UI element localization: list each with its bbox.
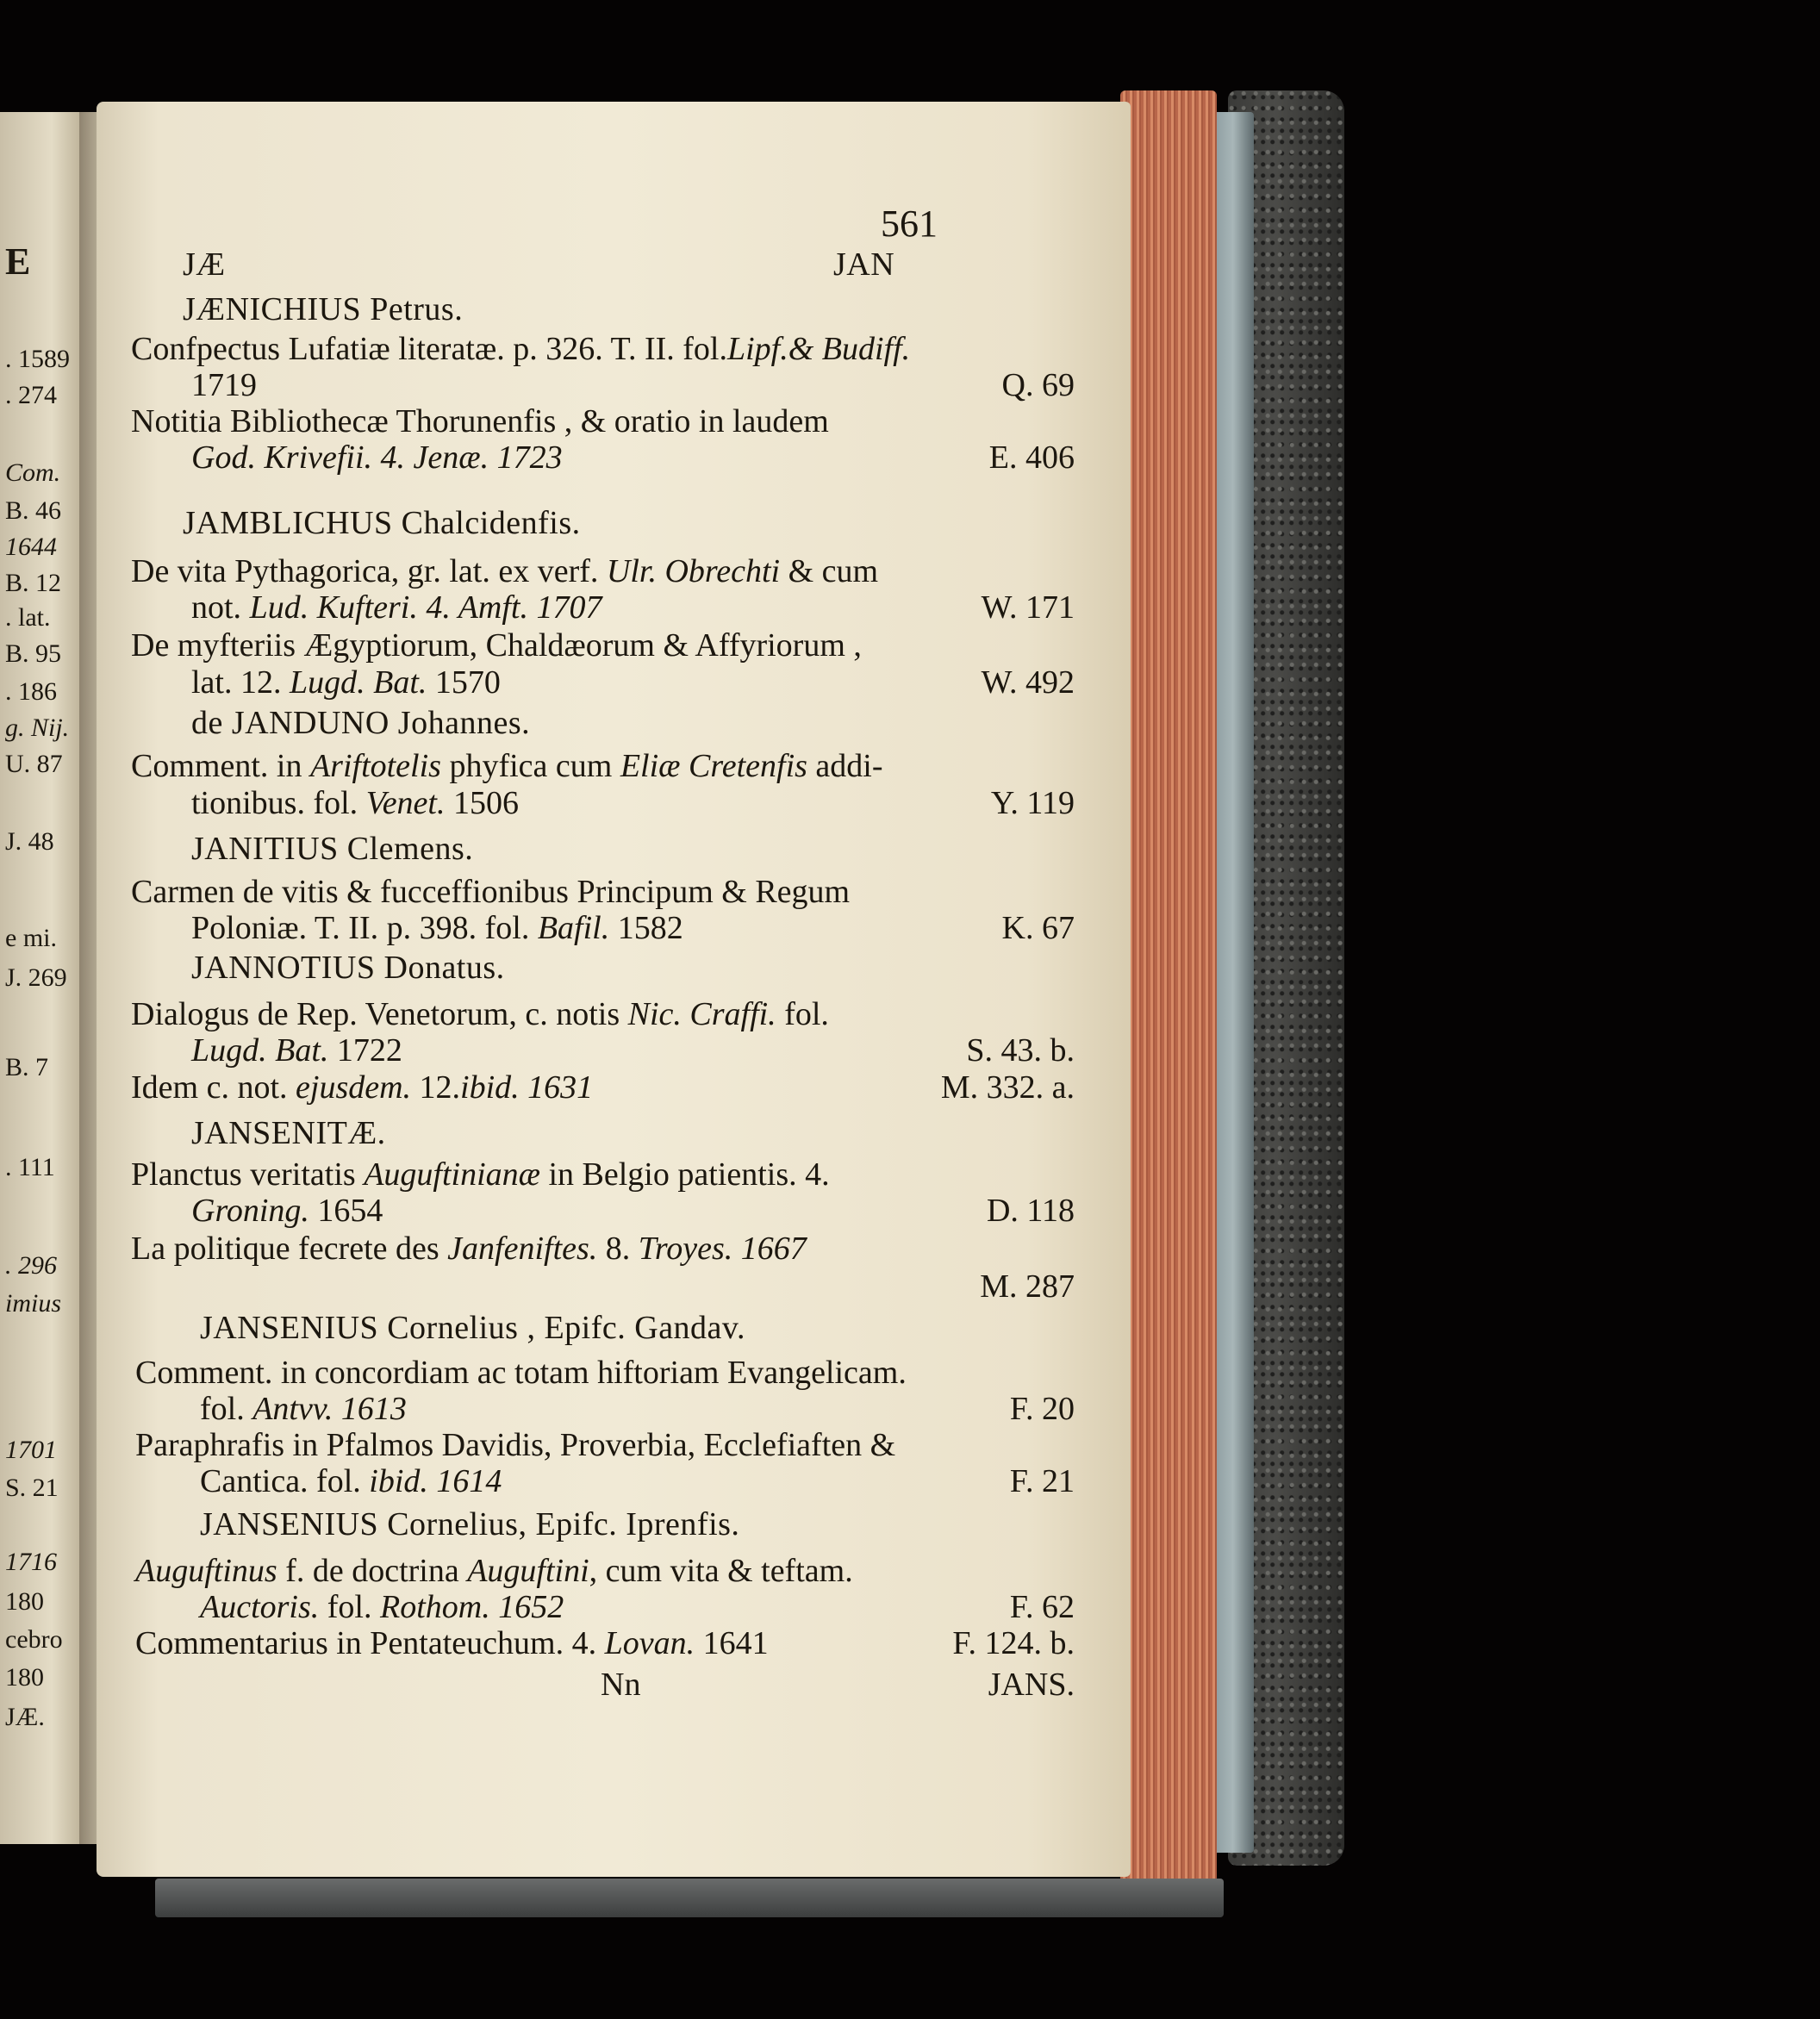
entry-title: Auguftinus f. de doctrina Auguftini, cum vita & teftam. <box>135 1553 853 1589</box>
left-fragment: 1701 <box>5 1436 57 1464</box>
author-heading: JANITIUS Clemens. <box>191 831 474 867</box>
shelf-mark: W. 171 <box>981 589 1075 626</box>
left-fragment: B. 12 <box>5 569 62 597</box>
left-fragment: B. 95 <box>5 639 62 668</box>
left-fragment: J. 269 <box>5 963 67 992</box>
entry-title: Dialogus de Rep. Venetorum, c. notis Nic. Craffi. fol. <box>131 996 829 1032</box>
entry-imprint: Cantica. fol. ibid. 1614 <box>200 1463 502 1499</box>
shelf-mark: F. 62 <box>1009 1589 1075 1625</box>
left-fragment: . 186 <box>5 677 57 706</box>
entry-title: La politique fecrete des Janfeniftes. 8. Troyes. 1667 <box>131 1231 807 1267</box>
shelf-mark: E. 406 <box>988 439 1075 476</box>
entry-imprint: tionibus. fol. Venet. 1506 <box>191 785 519 821</box>
author-heading: JAMBLICHUS Chalcidenfis. <box>183 505 581 541</box>
author-heading: JANSENIUS Cornelius, Epifc. Iprenfis. <box>200 1506 740 1542</box>
entry-title: De vita Pythagorica, gr. lat. ex verf. Ulr. Obrechti & cum <box>131 553 879 589</box>
entry-title: Confpectus Lufatiæ literatæ. p. 326. T. II. fol.Lipf.& Budiff. <box>131 331 911 367</box>
entry-title: De myfteriis Ægyptiorum, Chaldæorum & Affyriorum , <box>131 627 862 664</box>
left-fragment: 180 <box>5 1587 44 1616</box>
entry-imprint: lat. 12. Lugd. Bat. 1570 <box>191 664 501 701</box>
page-edges-red <box>1120 90 1217 1883</box>
running-head-right: JAN <box>833 246 895 283</box>
entry-imprint: Poloniæ. T. II. p. 398. fol. Bafil. 1582 <box>191 910 683 946</box>
left-fragment: . lat. <box>5 603 51 632</box>
shelf-mark: F. 124. b. <box>952 1625 1075 1661</box>
shelf-mark: F. 21 <box>1009 1463 1075 1499</box>
entry-imprint: fol. Antvv. 1613 <box>200 1391 407 1427</box>
left-page <box>0 112 86 1844</box>
shelf-mark: M. 332. a. <box>940 1069 1075 1106</box>
entry-title: Notitia Bibliothecæ Thorunenfis , & oratio in laudem <box>131 403 829 439</box>
book-bottom-edge <box>155 1879 1224 1917</box>
author-heading: JANSENIUS Cornelius , Epifc. Gandav. <box>200 1310 745 1346</box>
shelf-mark: D. 118 <box>986 1193 1075 1229</box>
entry-title: Idem c. not. ejusdem. 12.ibid. 1631 <box>131 1069 594 1106</box>
entry-title: Paraphrafis in Pfalmos Davidis, Proverbia, Ecclefiaften & <box>135 1427 896 1463</box>
left-fragment: U. 87 <box>5 750 63 778</box>
left-fragment: e mi. <box>5 924 57 952</box>
shelf-mark: S. 43. b. <box>966 1032 1075 1069</box>
left-fragment: imius <box>5 1289 62 1318</box>
left-fragment: S. 21 <box>5 1474 59 1502</box>
entry-imprint: 1719 <box>191 367 257 403</box>
entry-imprint: Groning. 1654 <box>191 1193 383 1229</box>
entry-imprint: not. Lud. Kufteri. 4. Amft. 1707 <box>191 589 602 626</box>
left-fragment: B. 7 <box>5 1053 49 1081</box>
left-fragment: . 1589 <box>5 345 70 373</box>
author-heading: de JANDUNO Johannes. <box>191 705 531 741</box>
left-fragment: . 296 <box>5 1251 57 1280</box>
shelf-mark: M. 287 <box>980 1268 1075 1305</box>
entry-title: Planctus veritatis Auguftinianæ in Belgio patientis. 4. <box>131 1156 830 1193</box>
left-fragment: 180 <box>5 1663 44 1692</box>
page-561 <box>97 102 1131 1877</box>
left-fragment: 1716 <box>5 1548 57 1576</box>
page-number: 561 <box>881 203 938 245</box>
entry-title: Carmen de vitis & fucceffionibus Principum & Regum <box>131 874 851 910</box>
author-heading: JANNOTIUS Donatus. <box>191 950 505 986</box>
left-fragment: cebro <box>5 1625 63 1654</box>
entry-title: Commentarius in Pentateuchum. 4. Lovan. 1641 <box>135 1625 769 1661</box>
shelf-mark: Y. 119 <box>990 785 1075 821</box>
catchword: JANS. <box>988 1667 1075 1703</box>
author-heading: JANSENITÆ. <box>191 1115 386 1151</box>
shelf-mark: W. 492 <box>981 664 1075 701</box>
entry-imprint: Auctoris. fol. Rothom. 1652 <box>200 1589 564 1625</box>
left-fragment: Com. <box>5 458 61 487</box>
entry-title: Comment. in Ariftotelis phyfica cum Eliæ Cretenfis addi- <box>131 748 883 784</box>
author-heading: JÆNICHIUS Petrus. <box>183 291 464 327</box>
left-fragment: B. 46 <box>5 496 62 525</box>
signature-mark: Nn <box>601 1667 641 1703</box>
entry-imprint: Lugd. Bat. 1722 <box>191 1032 402 1069</box>
running-head-left: JÆ <box>183 246 226 283</box>
entry-imprint: God. Krivefii. 4. Jenæ. 1723 <box>191 439 563 476</box>
shelf-mark: F. 20 <box>1009 1391 1075 1427</box>
shelf-mark: Q. 69 <box>1001 367 1075 403</box>
left-fragment: . 274 <box>5 381 57 409</box>
left-fragment: J. 48 <box>5 827 54 856</box>
left-fragment: 1644 <box>5 533 57 561</box>
entry-title: Comment. in concordiam ac totam hiftoriam Evangelicam. <box>135 1355 907 1391</box>
left-fragment: JÆ. <box>5 1703 45 1731</box>
left-fragment: E <box>5 240 31 283</box>
shelf-mark: K. 67 <box>1001 910 1075 946</box>
left-fragment: . 111 <box>5 1153 55 1181</box>
left-fragment: g. Nij. <box>5 714 70 742</box>
